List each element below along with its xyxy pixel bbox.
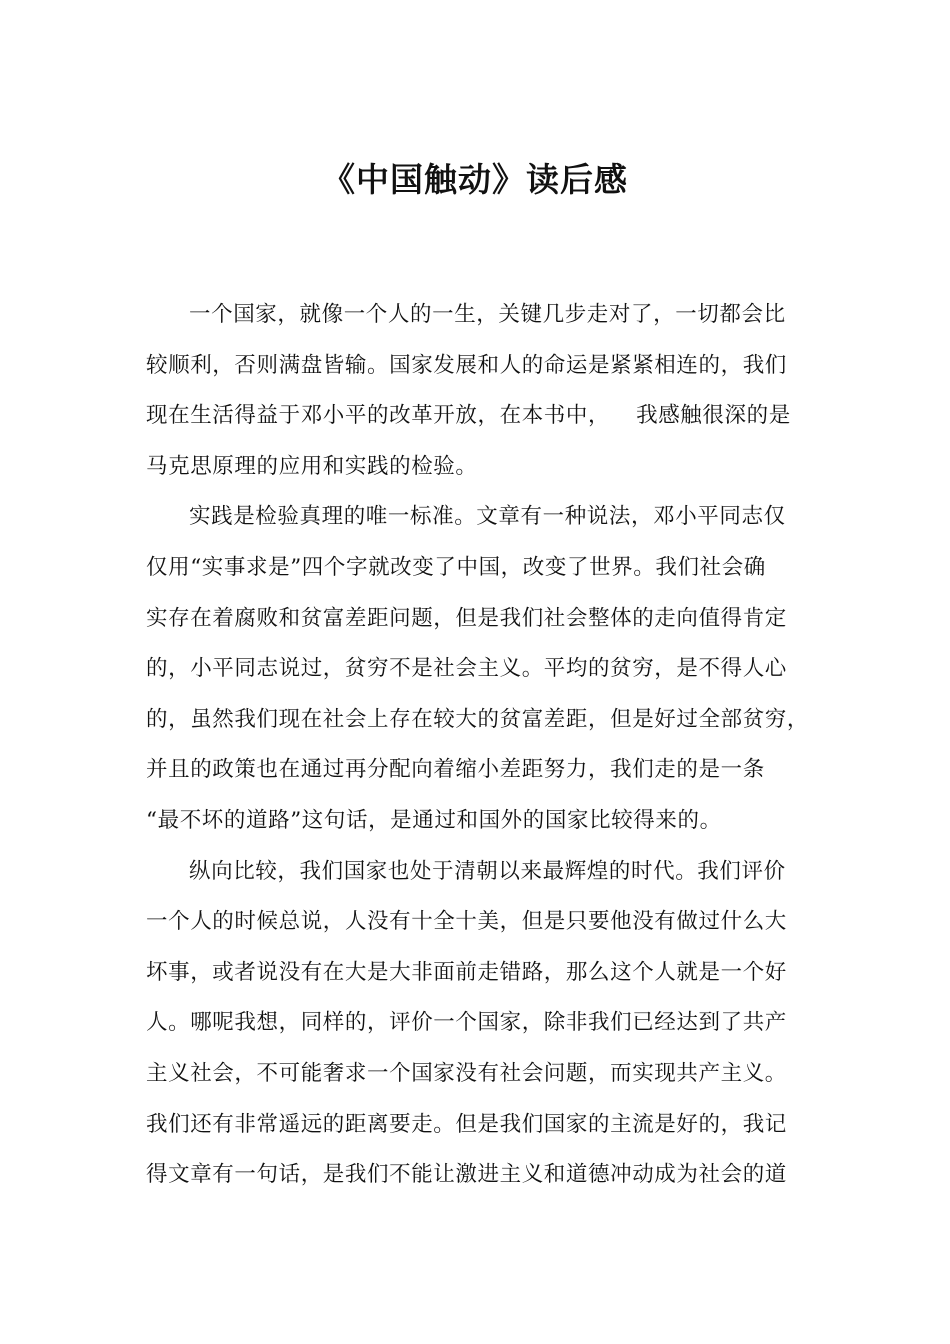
- paragraph-3-line-3: 坏事，或者说没有在大是大非面前走错路，那么这个人就是一个好: [146, 959, 787, 985]
- paragraph-3-line-1: 纵向比较，我们国家也处于清朝以来最辉煌的时代。我们评价: [189, 858, 786, 884]
- paragraph-3-line-7: 得文章有一句话，是我们不能让激进主义和道德冲动成为社会的道: [146, 1162, 787, 1188]
- paragraph-3-line-2: 一个人的时候总说，人没有十全十美，但是只要他没有做过什么大: [146, 909, 787, 935]
- paragraph-2-line-5: 的，虽然我们现在社会上存在较大的贫富差距，但是好过全部贫穷，: [146, 706, 810, 732]
- paragraph-1-line-4: 马克思原理的应用和实践的检验。: [146, 453, 478, 479]
- paragraph-2-line-7: “最不坏的道路”这句话，是通过和国外的国家比较得来的。: [146, 807, 722, 833]
- paragraph-1-line-1: 一个国家，就像一个人的一生，关键几步走对了，一切都会比: [189, 302, 786, 327]
- document-body: [146, 290, 821, 1201]
- paragraph-1-line-3-part-2: 我感触很深的是: [636, 403, 791, 429]
- paragraph-1-line-3: [146, 391, 821, 442]
- paragraph-1-line-3-part-1: 现在生活得益于邓小平的改革开放，在本书中，: [146, 403, 611, 429]
- paragraph-3-line-6: 我们还有非常遥远的距离要走。但是我们国家的主流是好的，我记: [146, 1111, 787, 1137]
- paragraph-1-line-2: 较顺利，否则满盘皆输。国家发展和人的命运是紧紧相连的，我们: [146, 352, 787, 378]
- paragraph-2-line-4: 的，小平同志说过，贫穷不是社会主义。平均的贫穷，是不得人心: [146, 656, 787, 682]
- paragraph-2-line-3: 实存在着腐败和贫富差距问题，但是我们社会整体的走向值得肯定: [146, 605, 787, 631]
- paragraph-3-line-5: 主义社会，不可能奢求一个国家没有社会问题，而实现共产主义。: [146, 1060, 787, 1086]
- document-title: 《中国触动》读后感: [322, 160, 628, 199]
- paragraph-2-line-1: 实践是检验真理的唯一标准。文章有一种说法，邓小平同志仅: [189, 504, 786, 530]
- paragraph-2-line-2: 仅用“实事求是”四个字就改变了中国，改变了世界。我们社会确: [146, 554, 766, 580]
- paragraph-2-line-6: 并且的政策也在通过再分配向着缩小差距努力，我们走的是一条: [146, 757, 765, 783]
- paragraph-3-line-4: 人。哪呢我想，同样的，评价一个国家，除非我们已经达到了共产: [146, 1010, 787, 1036]
